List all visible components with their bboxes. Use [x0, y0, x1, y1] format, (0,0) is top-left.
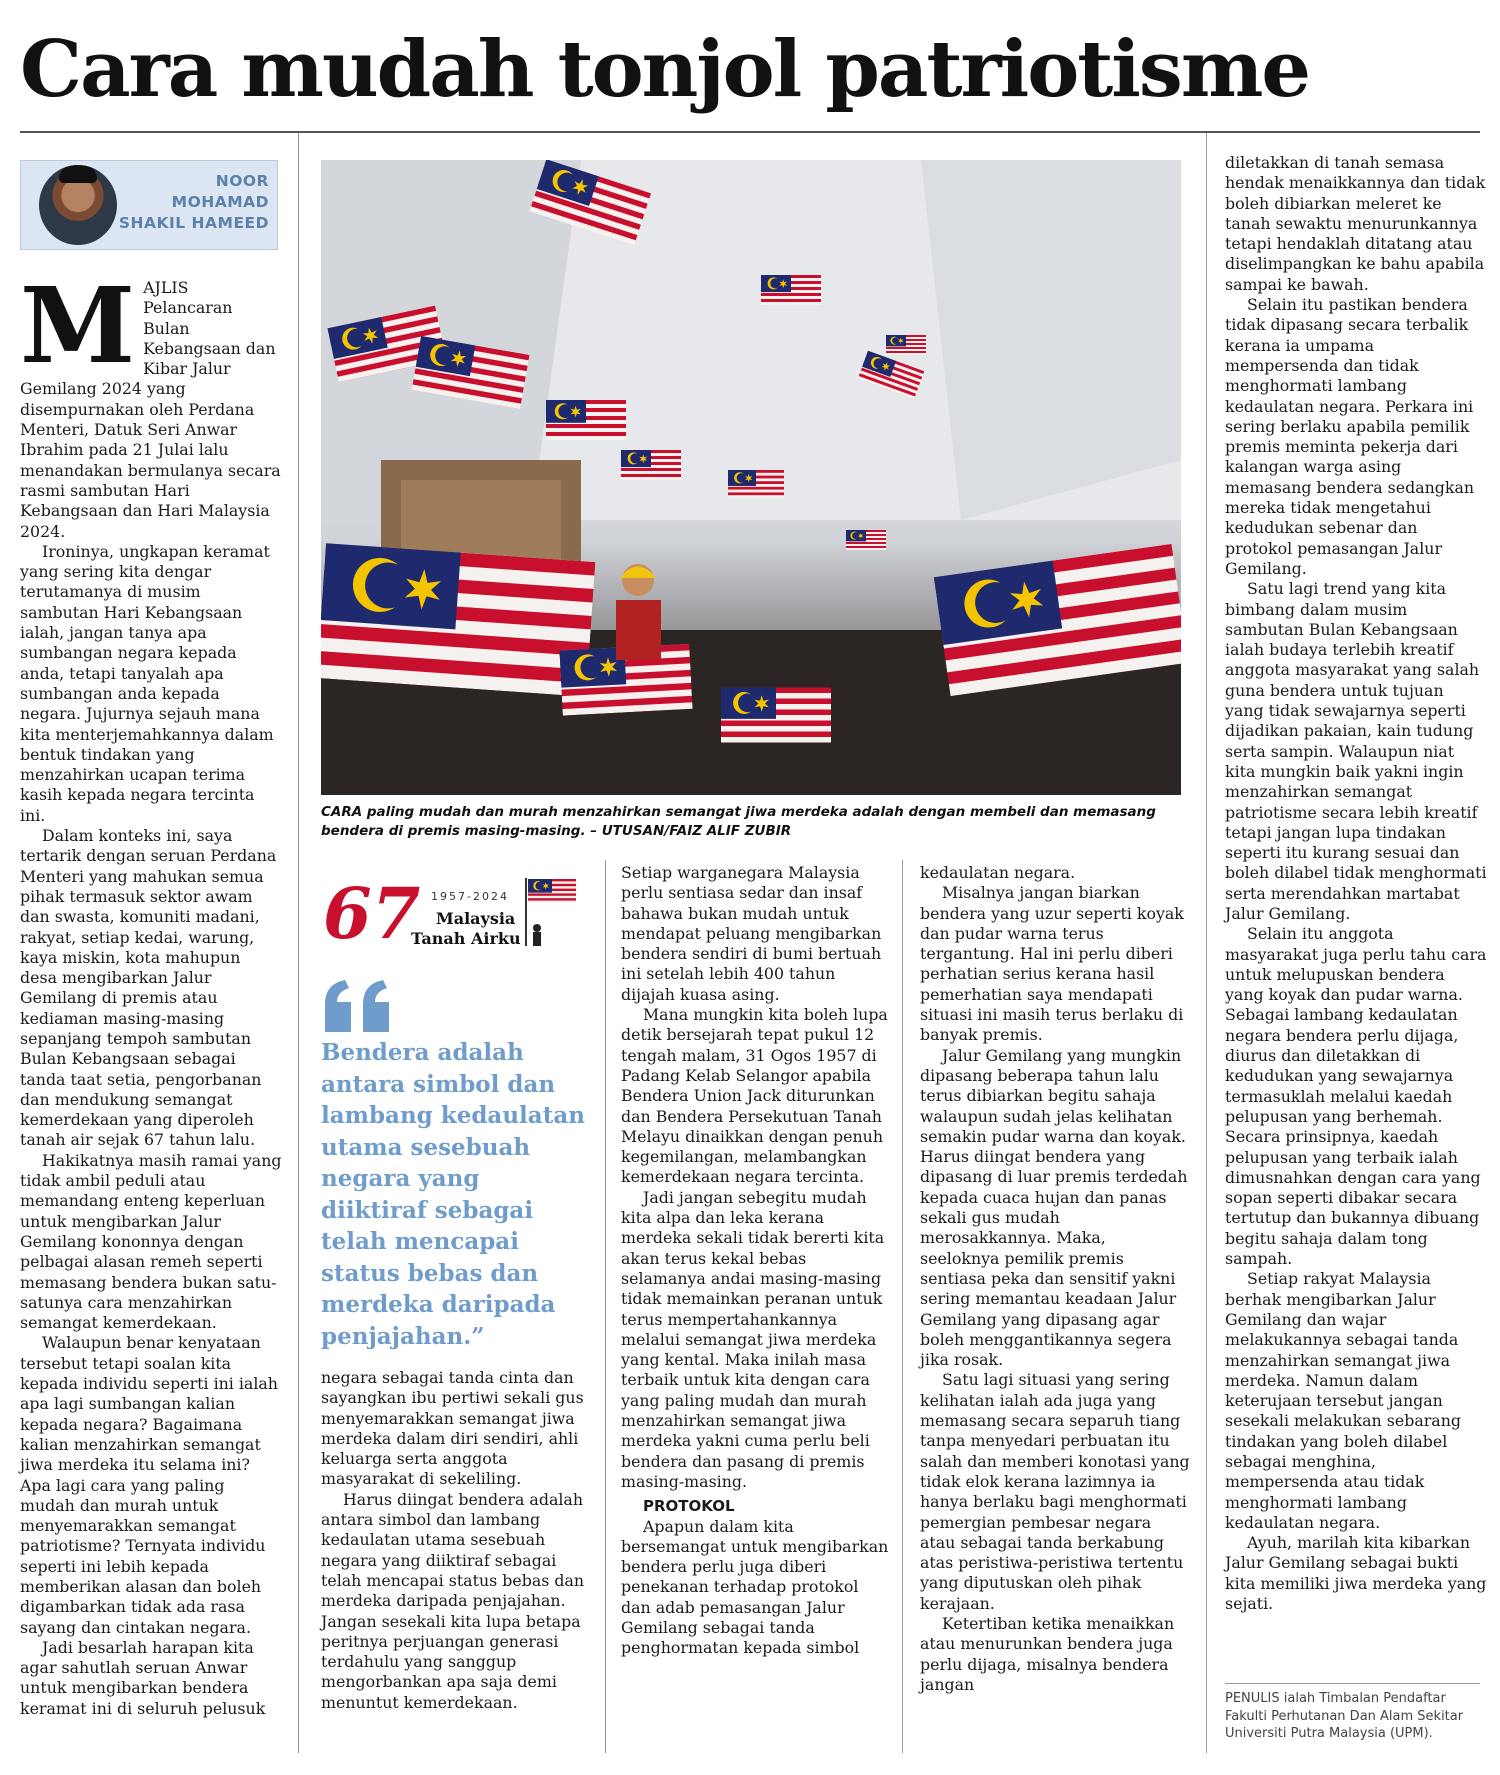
paragraph: negara sebagai tanda cinta dan sayangkan ibu pertiwi sekali gus menyemarakkan semangat jiwa merdeka dalam diri sendiri, ahli keluarga serta anggota masyarakat di sekeliling. — [321, 1368, 584, 1489]
photo-caption: CARA paling mudah dan murah menzahirkan semangat jiwa merdeka adalah dengan membeli dan memasang bendera di premis masing-masing. – UTUSAN/FAIZ ALIF ZUBIR — [321, 804, 1156, 839]
malaysia-67-logo — [321, 866, 581, 952]
paragraph: Selain itu pastikan bendera tidak dipasang secara terbalik kerana ia umpama mempersenda dan tidak menghormati lambang kedaulatan negara. Perkara ini sering berlaku apabila pemilik premis meminta pekerja dari kalangan warga asing memasang bendera sedangkan mereka tidak mengetahui kedudukan sebenar dan protokol pemasangan Jalur Gemilang. — [1225, 295, 1475, 578]
footer-rule — [1225, 1683, 1480, 1684]
paragraph: Ayuh, marilah kita kibarkan Jalur Gemilang sebagai bukti kita memiliki jiwa merdeka yang sejati. — [1225, 1533, 1487, 1614]
paragraph: Satu lagi trend yang kita bimbang dalam musim sambutan Bulan Kebangsaan ialah budaya terlebih kreatif anggota masyarakat yang salah guna bendera untuk tujuan yang tidak sewajarnya seperti dijadikan pakaian, kain tudung serta sampin. Walaupun niat kita mungkin baik yakni ingin menzahirkan semangat patriotisme secara lebih kreatif tetapi jangan lupa tindakan seperti itu kurang sesuai dan boleh dilabel tidak menghormati serta merendahkan martabat Jalur Gemilang. — [1225, 579, 1487, 923]
article-column-5 — [1225, 153, 1487, 1614]
paragraph: Selain itu anggota masyarakat juga perlu tahu cara untuk melupuskan bendera yang koyak dan pudar warna. Sebagai lambang kedaulatan negara bendera perlu dijaga, diurus dan diletakkan di kedudukan yang sewajarnya termasuklah melalui kaedah pelupusan yang berhemah. Secara prinsipnya, kaedah pelupusan yang terbaik ialah dimusnahkan dengan cara yang sopan seperti dibakar secara tertutup dan bukannya dibuang begitu sahaja dalam tong sampah. — [1225, 924, 1487, 1269]
paragraph: Dalam konteks ini, saya tertarik dengan seruan Perdana Menteri yang mahukan semua pihak termasuk sektor awam dan swasta, komuniti madani, rakyat, setiap kedai, warung, kaya miskin, kota mahupun desa mengibarkan Jalur Gemilang di premis atau kediaman masing-masing sepanjang tempoh sambutan Bulan Kebangsaan sebagai tanda taat setia, pengorbanan dan mendukung semangat kemerdekaan yang diperoleh tanah air sejak 67 tahun lalu. — [20, 826, 277, 1150]
paragraph: Hakikatnya masih ramai yang tidak ambil peduli atau memandang enteng keperluan untuk mengibarkan Jalur Gemilang kononnya dengan pelbagai alasan remeh seperti memasang bendera bukan satu-satunya cara menzahirkan semangat kemerdekaan. — [20, 1150, 282, 1333]
paragraph: Setiap warganegara Malaysia perlu sentiasa sedar dan insaf bahawa bukan mudah untuk mendapat peluang mengibarkan bendera sendiri di bumi bertuah ini setelah lebih 400 tahun dijajah kuasa asing. — [621, 863, 882, 1004]
paragraph: AJLIS Pelancaran Bulan Kebangsaan dan Kibar Jalur Gemilang 2024 yang disempurnakan oleh Perdana Menteri, Datuk Seri Anwar Ibrahim pada 21 Julai lalu menandakan bermulanya secara rasmi sambutan Hari Kebangsaan dan Hari Malaysia 2024. — [20, 278, 281, 541]
logo-line1: Malaysia — [436, 909, 516, 928]
headline-rule — [20, 131, 1480, 133]
paragraph: kedaulatan negara. — [920, 863, 1076, 882]
column-divider — [605, 860, 606, 1753]
headline: Cara mudah tonjol patriotisme — [20, 24, 1309, 115]
paragraph: Mana mungkin kita boleh lupa detik bersejarah tepat pukul 12 tengah malam, 31 Ogos 1957 di Padang Kelab Selangor apabila Bendera Union Jack diturunkan dan Bendera Persekutuan Tanah Melayu dinaikkan dengan penuh kegemilangan, melambangkan kemerdekaan negara tercinta. — [621, 1005, 888, 1187]
logo-line2: Tanah Airku — [411, 929, 521, 948]
paragraph: Jalur Gemilang yang mungkin dipasang beberapa tahun lalu terus dibiarkan begitu sahaja walaupun sudah jelas kelihatan semakin pudar warna dan koyak. Harus diingat bendera yang dipasang di luar premis terdedah kepada cuaca hujan dan panas sekali gus mudah merosakkannya. Maka, seeloknya pemilik premis sentiasa peka dan sensitif yakni sering memantau keadaan Jalur Gemilang yang dipasang agar boleh menggantikannya segera jika rosak. — [920, 1045, 1188, 1370]
paragraph: Harus diingat bendera adalah antara simbol dan lambang kedaulatan utama sesebuah negara yang diiktiraf sebagai telah mencapai status bebas dan merdeka daripada penjajahan. Jangan sesekali kita lupa betapa peritnya perjuangan generasi terdahulu yang sanggup mengorbankan apa saja demi menuntut kemerdekaan. — [321, 1489, 585, 1712]
author-footnote: PENULIS ialah Timbalan Pendaftar Fakulti Perhutanan Dan Alam Sekitar Universiti Putra Malaysia (UPM). — [1225, 1691, 1464, 1741]
author-name: NOOR MOHAMAD SHAKIL HAMEED — [118, 172, 269, 232]
paragraph: Walaupun benar kenyataan tersebut tetapi soalan kita kepada individu seperti ini ialah apa lagi sumbangan kalian kepada negara? Bagaimana kalian menzahirkan semangat jiwa merdeka itu selama ini? Apa lagi cara yang paling mudah dan murah untuk menyemarakkan semangat patriotisme? Ternyata individu seperti ini lebih kepada memberikan alasan dan boleh digambarkan tidak ada rasa sayang dan cintakan negara. — [20, 1333, 278, 1637]
paragraph: Apapun dalam kita bersemangat untuk mengibarkan bendera perlu juga diberi penekanan terhadap protokol dan adab pemasangan Jalur Gemilang sebagai tanda penghormatan kepada simbol — [621, 1516, 889, 1658]
drop-cap: M — [20, 264, 136, 387]
logo-number: 67 — [323, 872, 421, 952]
paragraph: Jadi jangan sebegitu mudah kita alpa dan leka kerana merdeka sekali tidak bererti kita akan terus kekal bebas selamanya andai masing-masing tidak memainkan peranan untuk terus mempertahankannya melalui semangat jiwa merdeka yang kental. Maka inilah masa terbaik untuk kita dengan cara yang paling mudah dan murah menzahirkan semangat jiwa merdeka yakni cuma perlu beli bendera dan pasang di premis masing-masing. — [621, 1187, 885, 1491]
column-divider — [1206, 133, 1207, 1753]
avatar — [39, 165, 117, 245]
byline — [20, 160, 278, 250]
pull-quote: Bendera adalah antara simbol dan lambang kedaulatan utama sesebuah negara yang diiktiraf sebagai telah mencapai status bebas dan merdeka daripada penjajahan.” — [321, 1039, 585, 1350]
quote-icon — [321, 978, 401, 1034]
article-column-3 — [621, 863, 889, 1659]
article-column-1 — [20, 264, 282, 1719]
paragraph: Satu lagi situasi yang sering kelihatan ialah ada juga yang memasang secara separuh tiang tanpa menyedari perbuatan itu salah dan memberi konotasi yang tidak elok kerana lazimnya ia hanya berlaku bagi menghormati pemergian pembesar negara atau sebagai tanda berkabung atas peristiwa-peristiwa tertentu yang diputuskan oleh pihak kerajaan. — [920, 1370, 1190, 1613]
paragraph: Ironinya, ungkapan keramat yang sering kita dengar terutamanya di musim sambutan Hari Kebangsaan ialah, jangan tanya apa sumbangan negara kepada anda, tetapi tanyalah apa sumbangan anda kepada negara. Jujurnya sejauh mana kita menterjemahkannya dalam bentuk tindakan yang menzahirkan ucapan terima kasih kepada negara tercinta ini. — [20, 541, 274, 825]
logo-years: 1957-2024 — [431, 890, 509, 903]
paragraph: Setiap rakyat Malaysia berhak mengibarkan Jalur Gemilang dan wajar melakukannya sebagai tanda menzahirkan semangat jiwa merdeka. Namun dalam keterujaan tersebut jangan sesekali melakukan sebarang tindakan yang boleh dilabel sebagai menghina, mempersenda atau tidak menghormati lambang kedaulatan negara. — [1225, 1269, 1461, 1532]
column-divider — [902, 860, 903, 1753]
paragraph: Ketertiban ketika menaikkan atau menurunkan bendera juga perlu dijaga, misalnya bendera jangan — [920, 1613, 1175, 1694]
column-divider — [298, 133, 299, 1753]
article-column-4 — [920, 863, 1190, 1695]
flag-photo — [321, 160, 1181, 795]
paragraph: diletakkan di tanah semasa hendak menaikkannya dan tidak boleh dibiarkan meleret ke tanah sewaktu menurunkannya tetapi hendaklah ditatang atau diselimpangkan ke bahu apabila sampai ke bawah. — [1225, 153, 1486, 294]
photo-illustration — [321, 160, 1181, 795]
section-subhead: PROTOKOL — [643, 1497, 735, 1516]
article-column-2 — [321, 1368, 589, 1713]
paragraph: Misalnya jangan biarkan bendera yang uzur seperti koyak dan pudar warna terus tergantung. Hal ini perlu diberi perhatian serius kerana hasil pemerhatian saya mendapati situasi ini masih terus berlaku di banyak premis. — [920, 883, 1184, 1045]
paragraph: Jadi besarlah harapan kita agar sahutlah seruan Anwar untuk mengibarkan bendera keramat ini di seluruh pelusuk — [20, 1637, 266, 1718]
